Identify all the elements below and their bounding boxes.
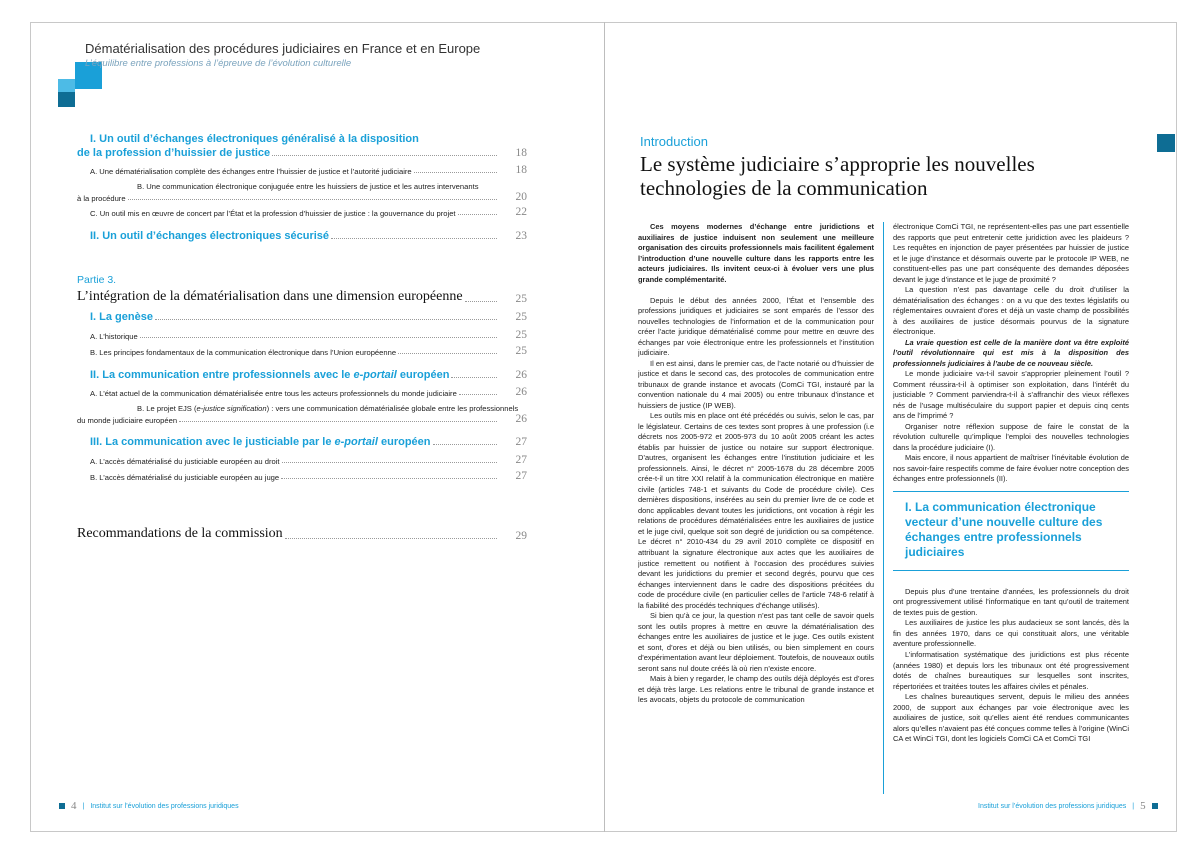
right-header-square <box>1157 134 1175 152</box>
footer-left-text: Institut sur l’évolution des professions juridiques <box>90 802 239 810</box>
toc-acces-juge[interactable] <box>47 470 527 482</box>
toc-sec1-line1[interactable]: I. Un outil d’échanges électroniques généralisé à la disposition <box>90 133 419 145</box>
footer-separator: | <box>82 802 85 810</box>
toc-comm-pro-label <box>47 369 449 381</box>
toc-subB[interactable] <box>47 191 527 203</box>
toc-justiciable-label <box>47 436 431 448</box>
toc-page-number: 25 <box>515 345 527 357</box>
toc-genese-label: I. La genèse <box>90 311 153 323</box>
page-number-right: 5 <box>1140 800 1146 812</box>
footer-square-icon <box>1152 803 1158 809</box>
paragraph: Les chaînes bureautiques servent, depuis le milieu des années 2000, de support aux échanges par voie électronique avec les auxiliaires de justice, soit qu’elles aient été rendues communicantes alors qu’elles n’avaient pas été conçues comme telles à l’origine (WinCi CA et WinCi TGI, dont les logiciels ComCi CA et ComCi TGI <box>893 692 1129 744</box>
toc-sec1[interactable] <box>47 147 527 159</box>
header-logo-square-small <box>58 79 75 92</box>
paragraph: Mais encore, il nous appartient de maîtriser l’inévitable évolution de nos savoir-faire respectifs comme de faire évoluer notre conception des échanges entre professionnels (II). <box>893 453 1129 484</box>
toc-leader <box>285 538 497 539</box>
toc-leader <box>398 353 497 354</box>
toc-page-number: 22 <box>515 206 527 218</box>
toc-ejs-pre: B. Le projet EJS ( <box>137 404 197 413</box>
toc-page-number: 20 <box>515 191 527 203</box>
toc-acces-droit-label: A. L’accès dématérialisé du justiciable européen au droit <box>90 457 280 466</box>
paragraph: L’informatisation systématique des juridictions est plus récente (années 1980) et depuis lors les tribunaux ont été progressivement dotés de chaînes bureautiques sur lesquelles sont inscrites, répertoriées et traitées toutes les affaires civiles et pénales. <box>893 649 1129 691</box>
toc-subA-label: A. Une dématérialisation complète des échanges entre l’huissier de justice et l’autorité judiciaire <box>90 167 412 176</box>
intro-title-line1: Le système judiciaire s’approprie les nouvelles <box>640 152 1035 176</box>
text-column-1 <box>638 222 874 794</box>
toc-page-number: 23 <box>515 230 527 242</box>
paragraph: Il en est ainsi, dans le premier cas, de l’acte notarié ou d’huissier de justice et dans le second cas, des protocoles de communication entre tribunaux de grande instance et avocats (ComCi TGI, instauré par la convention nationale du 4 mai 2005) ou entre tribunaux d’instance et huissiers de justice (IP WEB). <box>638 358 874 410</box>
toc-recommandations[interactable] <box>47 526 527 542</box>
paragraph: électronique ComCi TGI, ne représentent-elles pas une part essentielle des rapports que peut entretenir cette juridiction avec les plaideurs ? Les requêtes en injonction de payer présentées par huissier de justice et le juge d’instance et désormais ouverte par le protocole IP WEB, ne constituent-elles pas une part conséquente des demandes déposées devant le juge d’instance et le juge de proximité ? <box>893 222 1129 284</box>
toc-ejs-line2: du monde judiciaire européen <box>77 416 178 425</box>
toc-leader <box>459 394 497 395</box>
toc-leader <box>155 319 497 320</box>
toc-ejs[interactable] <box>47 413 527 425</box>
toc-justiciable-post: européen <box>377 436 431 448</box>
toc-justiciable-pre: III. La communication avec le justiciable par le <box>90 436 335 448</box>
section-rule <box>893 491 1129 492</box>
toc-page-number: 18 <box>515 147 527 159</box>
toc-leader <box>465 301 497 302</box>
toc-leader <box>451 377 497 378</box>
toc-leader <box>458 214 497 215</box>
page-number-left: 4 <box>71 800 77 812</box>
toc-part3[interactable] <box>47 289 527 305</box>
toc-subA[interactable] <box>47 164 527 176</box>
toc-sec1-line2: de la profession d’huissier de justice <box>77 147 271 159</box>
toc-acces-droit[interactable] <box>47 454 527 466</box>
header-subtitle: L’équilibre entre professions à l’épreuve de l’évolution culturelle <box>85 58 352 69</box>
section-heading: I. La communication électronique vecteur d’une nouvelle culture des échanges entre professionnels judiciaires <box>905 499 1103 559</box>
intro-title-line2: technologies de la communication <box>640 176 928 200</box>
toc-part3-label: Partie 3. <box>77 274 117 286</box>
toc-leader <box>128 199 497 200</box>
paragraph: Les outils mis en place ont été précédés ou suivis, selon le cas, par le législateur. Certains de ces textes sont propres à une profession (i.e décrets nos 2005-972 et 2005-973 du 10 août 2005 créant les actes établis par huissier de justice ou notaire sur support électronique. D’autres, organisent les échanges entre l’institution judiciaire et les professionnels. Ainsi, le décret n° 2005-1678 du 28 décembre 2005 crée-t-il un titre XXI relatif à la communication électronique en matière civile (articles 748-1 et suivants du Code de procédure civile). Ces dernières dispositions, insérées au sein du premier livre de ce code et donc applicables devant toutes les juridictions, ont vocation à régir les relations de procédures dématérialisées entre les auxiliaires de justice et le juge civil, quelque soit son degré de juridiction ou sa compétence. Le décret n° 2010-434 du 29 avril 2010 complète ce dispositif en attribuant la signature électronique aux actes que les auxiliaires de justice remettent ou notifient à l’occasion des procédures suivies devant les juridictions du premier et second degrés, pourvu que ces échanges interviennent dans le cadre des dispositions précitées du code de procédure civile (en particulier celles de l’article 748-6 relatif à la fiabilité des procédés techniques d’échange utilisés). <box>638 411 874 610</box>
toc-page-number: 25 <box>515 329 527 341</box>
toc-leader <box>331 238 497 239</box>
header-logo-square-dark <box>58 92 75 107</box>
intro-label: Introduction <box>640 134 708 149</box>
toc-comm-pro-pre: II. La communication entre professionnels avec le <box>90 369 354 381</box>
toc-ejs-post: ) : vers une communication dématérialisée globale entre les professionnels <box>266 404 519 413</box>
toc-page-number: 27 <box>515 470 527 482</box>
toc-leader <box>140 337 497 338</box>
toc-principes[interactable] <box>47 345 527 357</box>
toc-subC-label: C. Un outil mis en œuvre de concert par l’État et la profession d’huissier de justice : la gouvernance du projet <box>90 209 456 218</box>
toc-page-number: 18 <box>515 164 527 176</box>
footer-separator: | <box>1132 802 1135 810</box>
toc-part3-title: L’intégration de la dématérialisation dans une dimension européenne <box>77 289 463 304</box>
toc-acces-juge-label: B. L’accès dématérialisé du justiciable européen au juge <box>90 473 280 482</box>
toc-page-number: 27 <box>515 454 527 466</box>
paragraph: Organiser notre réflexion suppose de faire le constat de la révolution culturelle qu’implique l’emploi des nouvelles technologies dans la procédure judiciaire (I). <box>893 421 1129 452</box>
toc-page-number: 26 <box>515 369 527 381</box>
footer-right <box>978 800 1158 812</box>
lead-paragraph: Ces moyens modernes d’échange entre juridictions et auxiliaires de justice induisent non seulement une meilleure organisation des circuits professionnels mais facilitent également l’introduction d’une nouvelle culture dans les rapports entre les acteurs judiciaires. Ils invitent ceux-ci à évoluer vers une plus grande complémentarité. <box>638 222 874 284</box>
toc-page-number: 26 <box>515 386 527 398</box>
paragraph-emphasis: La vraie question est celle de la manière dont va être exploité l’outil révolutionnaire qui est mis à la disposition des professionnels judiciaires à l’aube de ce nouveau siècle. <box>893 337 1129 368</box>
paragraph: Le monde judiciaire va-t-il savoir s’approprier pleinement l’outil ? Comment réussira-t-il à optimiser son exploitation, dans l’intérêt du justiciable ? Comment parviendra-t-il à s’affranchir des vieux réflexes nés de l’usage multiséculaire du support papier et depuis cinq cents ans de l’imprimé ? <box>893 369 1129 421</box>
toc-comm-pro[interactable] <box>47 369 527 381</box>
toc-sec2-label: II. Un outil d’échanges électroniques sécurisé <box>90 230 330 242</box>
paragraph: Si bien qu’à ce jour, la question n’est pas tant celle de savoir quels sont les outils propres à mettre en œuvre la dématérialisation des échanges entre les auxiliaires de justice et le juge. Ces outils existent et sont, d’ores et déjà ou bien utilisés, ou bien simplement en cours d’expérimentation avant leur déploiement. Toutefois, de nouveaux outils seront sans nul doute créés là où rien n’existe encore. <box>638 611 874 673</box>
paragraph: Les auxiliaires de justice les plus audacieux se sont lancés, dès la fin des années 1970, dans ce qui constituait alors, une véritable aventure professionnelle. <box>893 618 1129 649</box>
paragraph: Mais à bien y regarder, le champ des outils déjà déployés est d’ores et déjà très large. Les relations entre le tribunal de grande instance et les avocats, objets du protocole de communication <box>638 674 874 705</box>
toc-etat-actuel[interactable] <box>47 386 527 398</box>
intro-title <box>640 152 1140 200</box>
toc-genese[interactable] <box>47 311 527 323</box>
toc-page-number: 27 <box>515 436 527 448</box>
toc-recommandations-label: Recommandations de la commission <box>77 526 283 541</box>
toc-justiciable[interactable] <box>47 436 527 448</box>
footer-right-text: Institut sur l’évolution des professions juridiques <box>978 802 1127 810</box>
toc-page-number: 26 <box>515 413 527 425</box>
toc-subC[interactable] <box>47 206 527 218</box>
toc-ejs-em: e-justice signification <box>196 404 267 413</box>
section-rule <box>893 570 1129 571</box>
paragraph: Depuis plus d’une trentaine d’années, les professionnels du droit ont progressivement utilisé l’informatique en tant qu’outil de traitement de textes puis de gestion. <box>893 586 1129 617</box>
toc-sec2[interactable] <box>47 230 527 242</box>
toc-leader <box>433 444 497 445</box>
column-divider <box>883 222 884 794</box>
toc-justiciable-em: e-portail <box>334 436 378 448</box>
toc-page-number: 25 <box>515 311 527 323</box>
text-column-2 <box>893 222 1129 794</box>
toc-subB-line1[interactable]: B. Une communication électronique conjuguée entre les huissiers de justice et les autres intervenants <box>137 182 479 191</box>
toc-comm-pro-post: européen <box>396 369 450 381</box>
toc-principes-label: B. Les principes fondamentaux de la communication électronique dans l’Union européenne <box>90 348 397 357</box>
toc-subB-line2: à la procédure <box>77 194 126 203</box>
paragraph: La question n’est pas davantage celle du droit d’utiliser la dématérialisation des échanges : on a vu que des textes législatifs ou réglementaires ouvraient d’ores et déjà un vaste champ de possibilités à des auxiliaires de justice désormais pourvus de la signature électronique. <box>893 285 1129 337</box>
toc-historique[interactable] <box>47 329 527 341</box>
page-spine <box>604 22 605 832</box>
toc-page-number: 25 <box>515 293 527 305</box>
toc-leader <box>282 462 497 463</box>
toc-comm-pro-em: e-portail <box>353 369 397 381</box>
toc-leader <box>272 155 497 156</box>
footer-square-icon <box>59 803 65 809</box>
toc-leader <box>281 478 497 479</box>
toc-leader <box>179 421 497 422</box>
paragraph: Depuis le début des années 2000, l’État et l’ensemble des professions juridiques et judiciaires se sont emparés de l’essor des nouvelles technologies de l’information et de la communication pour créer l’acte juridique dématérialisé comme pour mettre en œuvre des échanges par voie électronique entre les professionnels et l’institution judiciaire. <box>638 295 874 358</box>
toc-etat-actuel-label: A. L’état actuel de la communication dématérialisée entre tous les acteurs professionnels du monde judiciaire <box>90 389 457 398</box>
footer-left <box>59 800 239 812</box>
toc-ejs-line1[interactable] <box>137 404 518 413</box>
toc-historique-label: A. L’historique <box>90 332 138 341</box>
toc-page-number: 29 <box>515 530 527 542</box>
toc-leader <box>414 172 497 173</box>
header-title: Dématérialisation des procédures judiciaires en France et en Europe <box>85 41 481 56</box>
